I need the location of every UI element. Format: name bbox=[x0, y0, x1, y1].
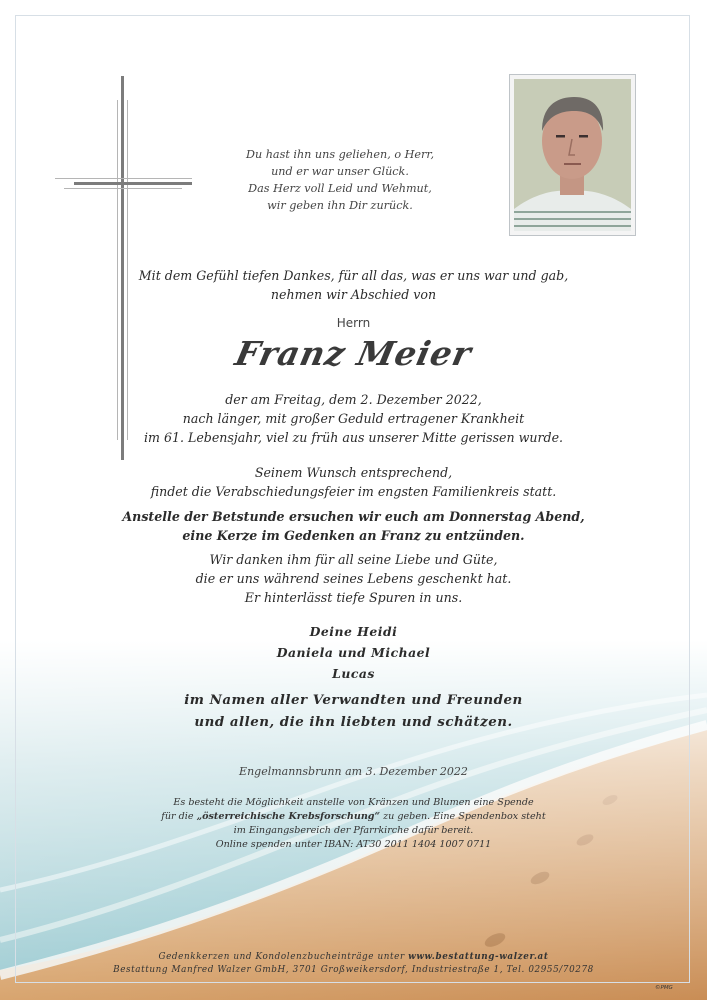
wish-line: findet die Verabschiedungsfeier im engsten Familienkreis statt. bbox=[150, 484, 557, 499]
relatives-text bbox=[0, 689, 707, 733]
family-member: Deine Heidi bbox=[309, 624, 398, 639]
donation-notice bbox=[0, 796, 707, 852]
relatives-line: im Namen aller Verwandten und Freunden bbox=[184, 692, 523, 708]
poem-line: und er war unser Glück. bbox=[271, 165, 409, 178]
donation-recipient: „österreichische Krebsforschung“ bbox=[196, 811, 381, 822]
footer bbox=[0, 951, 707, 977]
thanks-line: Wir danken ihm für all seine Liebe und Güte, bbox=[209, 552, 498, 567]
footer-website-link[interactable]: www.bestattung-walzer.at bbox=[408, 952, 549, 962]
donation-line: im Eingangsbereich der Pfarrkirche dafür bereit. bbox=[233, 825, 474, 836]
footer-line bbox=[0, 951, 707, 964]
family-member: Lucas bbox=[332, 666, 375, 681]
death-notice bbox=[0, 390, 707, 447]
portrait-image bbox=[514, 79, 631, 231]
poem bbox=[200, 146, 480, 214]
death-notice-line: im 61. Lebensjahr, viel zu früh aus unserer Mitte gerissen wurde. bbox=[143, 430, 564, 445]
poem-line: Du hast ihn uns geliehen, o Herr, bbox=[245, 148, 435, 161]
family-names bbox=[0, 621, 707, 684]
death-notice-line: nach länger, mit großer Geduld ertragener Krankheit bbox=[182, 411, 525, 426]
thanks-line: die er uns während seines Lebens geschenkt hat. bbox=[195, 571, 512, 586]
prayer-line: Anstelle der Betstunde ersuchen wir euch am Donnerstag Abend, bbox=[122, 509, 585, 524]
deceased-name: Franz Meier bbox=[231, 334, 476, 373]
poem-line: Das Herz voll Leid und Wehmut, bbox=[248, 182, 432, 195]
salutation: Herrn bbox=[336, 316, 371, 330]
funeral-wish bbox=[0, 463, 707, 501]
donation-iban: Online spenden unter IBAN: AT30 2011 1404 1007 0711 bbox=[215, 839, 492, 850]
thanks-text bbox=[0, 550, 707, 607]
death-notice-line: der am Freitag, dem 2. Dezember 2022, bbox=[225, 392, 482, 407]
publisher-mark: ©PMG bbox=[655, 985, 673, 991]
donation-text: für die bbox=[161, 811, 197, 822]
thanks-line: Er hinterlässt tiefe Spuren in uns. bbox=[244, 590, 463, 605]
prayer-request bbox=[0, 507, 707, 545]
family-member: Daniela und Michael bbox=[276, 645, 431, 660]
wish-line: Seinem Wunsch entsprechend, bbox=[254, 465, 453, 480]
portrait-photo bbox=[509, 74, 636, 236]
donation-line bbox=[0, 810, 707, 824]
donation-text: zu geben. Eine Spendenbox steht bbox=[380, 811, 546, 822]
intro-line: nehmen wir Abschied von bbox=[270, 287, 437, 302]
place-date: Engelmannsbrunn am 3. Dezember 2022 bbox=[239, 765, 468, 778]
footer-address: Bestattung Manfred Walzer GmbH, 3701 Großweikersdorf, Industriestraße 1, Tel. 02955/70278 bbox=[113, 965, 594, 975]
donation-line: Es besteht die Möglichkeit anstelle von Kränzen und Blumen eine Spende bbox=[173, 797, 534, 808]
poem-line: wir geben ihn Dir zurück. bbox=[267, 199, 413, 212]
intro-line: Mit dem Gefühl tiefen Dankes, für all das, was er uns war und gab, bbox=[138, 268, 569, 283]
footer-text: Gedenkkerzen und Kondolenzbucheinträge unter bbox=[158, 952, 409, 962]
prayer-line: eine Kerze im Gedenken an Franz zu entzünden. bbox=[182, 528, 525, 543]
relatives-line: und allen, die ihn liebten und schätzen. bbox=[194, 714, 513, 730]
intro-text bbox=[0, 266, 707, 304]
